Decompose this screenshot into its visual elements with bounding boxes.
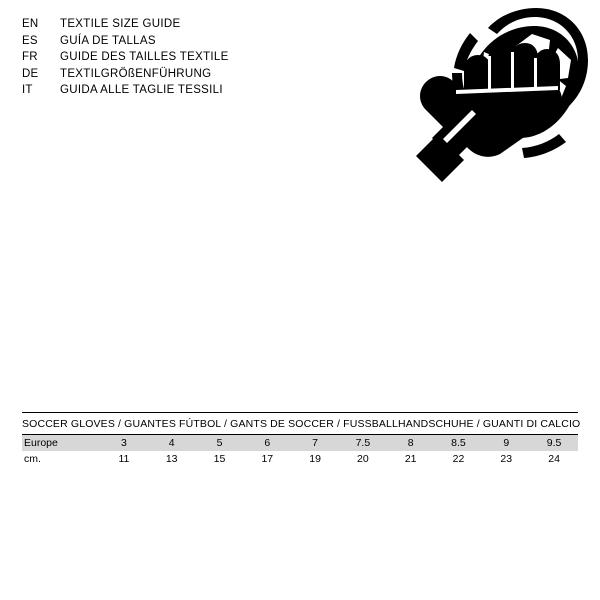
table-cell: 17 bbox=[243, 451, 291, 467]
table-cell: 7 bbox=[291, 435, 339, 451]
table-cell: 8 bbox=[387, 435, 435, 451]
table-cell: 13 bbox=[148, 451, 196, 467]
table-cell: 3 bbox=[100, 435, 148, 451]
table-row bbox=[22, 451, 578, 467]
table-cell: 8.5 bbox=[435, 435, 483, 451]
row-header: cm. bbox=[22, 451, 100, 467]
legend-row bbox=[22, 82, 352, 99]
table-cell: 5 bbox=[196, 435, 244, 451]
table-cell: 15 bbox=[196, 451, 244, 467]
legend-language-label: GUIDE DES TAILLES TEXTILE bbox=[60, 51, 229, 63]
table-cell: 23 bbox=[482, 451, 530, 467]
legend-language-label: TEXTILGRÖßENFÜHRUNG bbox=[60, 67, 212, 80]
legend-language-code: ES bbox=[22, 34, 38, 47]
glove-ball-illustration bbox=[396, 8, 588, 194]
table-cell: 24 bbox=[530, 451, 578, 467]
table-title: SOCCER GLOVES / GUANTES FÚTBOL / GANTS DE SOCCER / FUSSBALLHANDSCHUHE / GUANTI DI CALCIO bbox=[22, 418, 581, 430]
table-cell: 22 bbox=[435, 451, 483, 467]
table-cell: 19 bbox=[291, 451, 339, 467]
language-legend bbox=[22, 16, 352, 99]
legend-language-label: TEXTILE SIZE GUIDE bbox=[60, 18, 181, 30]
table-cell: 9 bbox=[482, 435, 530, 451]
table-cell: 4 bbox=[148, 435, 196, 451]
legend-row bbox=[22, 49, 352, 66]
table-cell: 9.5 bbox=[530, 435, 578, 451]
legend-row bbox=[22, 33, 352, 50]
legend-language-code: EN bbox=[22, 18, 39, 30]
table-cell: 7.5 bbox=[339, 435, 387, 451]
row-header: Europe bbox=[22, 435, 100, 451]
legend-language-label: GUÍA DE TALLAS bbox=[60, 34, 156, 47]
table-row bbox=[22, 435, 578, 451]
size-table bbox=[22, 412, 581, 467]
legend-language-code: FR bbox=[22, 51, 38, 63]
table-cell: 21 bbox=[387, 451, 435, 467]
legend-language-code: IT bbox=[22, 84, 33, 96]
legend-language-code: DE bbox=[22, 67, 39, 80]
glove-ball-icon bbox=[396, 8, 588, 194]
legend-row bbox=[22, 16, 352, 33]
legend-language-label: GUIDA ALLE TAGLIE TESSILI bbox=[60, 84, 223, 96]
legend-row bbox=[22, 66, 352, 83]
table-cell: 20 bbox=[339, 451, 387, 467]
table-cell: 11 bbox=[100, 451, 148, 467]
table-cell: 6 bbox=[243, 435, 291, 451]
